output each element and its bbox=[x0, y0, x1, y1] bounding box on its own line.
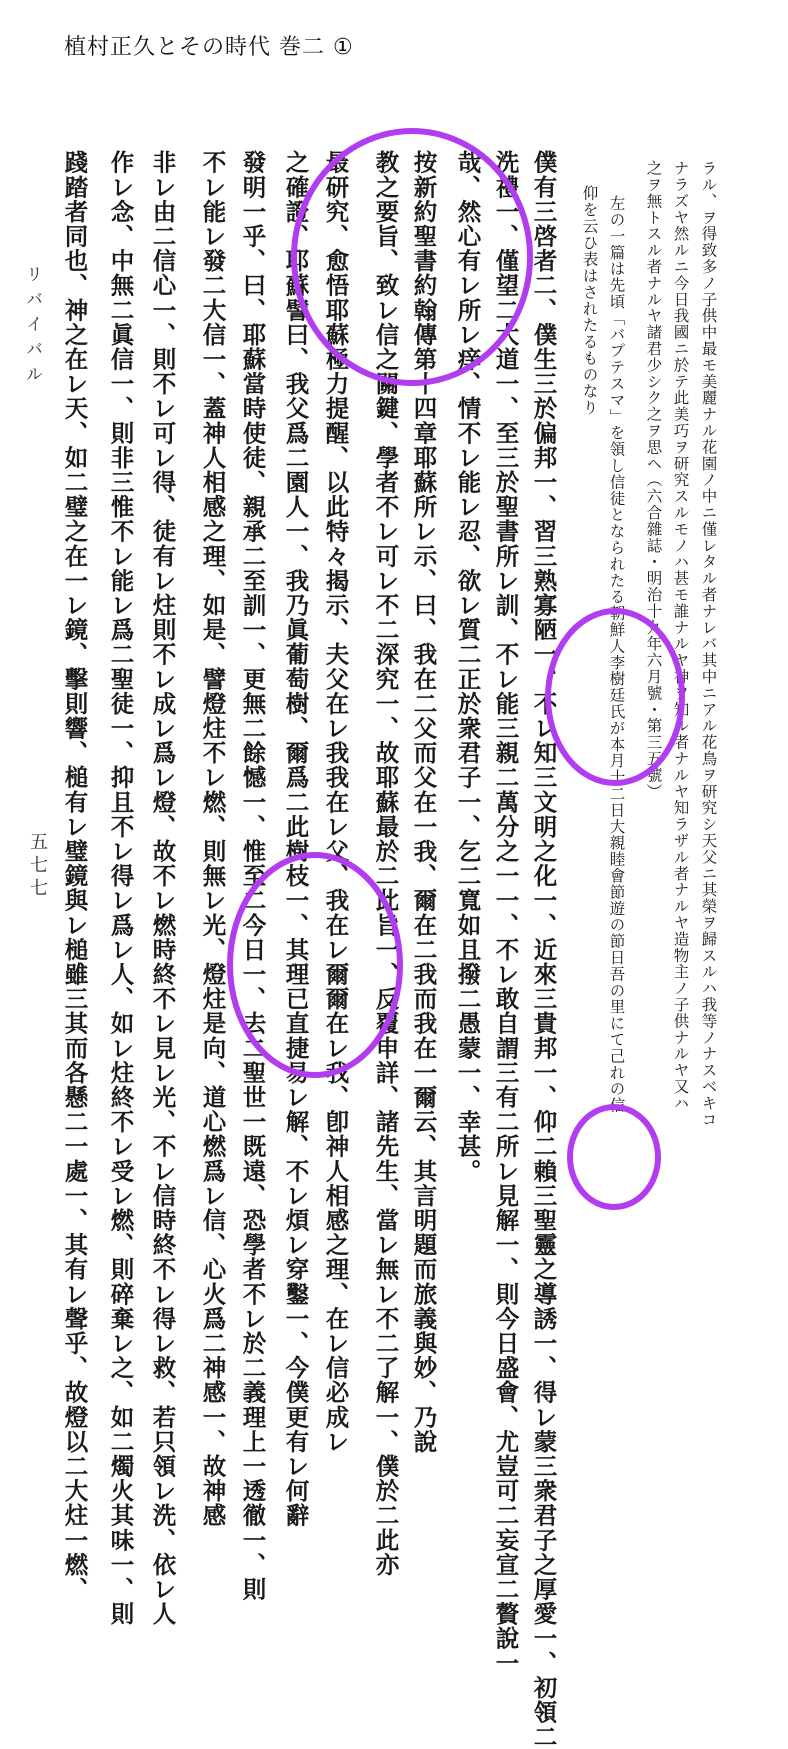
small-text-column-3: 之ヲ無トスル者ナルヤ諸君少シク之ヲ思ヘ（六合雜誌・明治十九年六月號・第三五號） bbox=[644, 160, 663, 800]
intro-column-1: 左の一篇は先頃「バプテスマ」を領し信徒となられたる朝鮮人李樹廷氏が本月十二日大親睦會節遊の節日吾の里にて己れの信 bbox=[607, 195, 626, 1114]
body-column-2: 洗禮一、僅望二大道一、至三於聖書所レ訓、不レ能三親二萬分之一一、不レ敢自謂三有二所レ見解一、則今日盛會、尤豈可二妄宣二贅說一 bbox=[491, 150, 520, 1676]
body-column-5: 教之要旨、致レ信之關鍵、學者不レ可レ不二深究一、故耶蘇最於二此旨一、反覆申詳、諸先生、當レ無レ不二了解一、僕於二此亦 bbox=[371, 150, 400, 1577]
body-column-4: 按新約聖書約翰傳第十四章耶蘇所レ示、曰、我在二父而父在一我、爾在二我而我在一爾云、其言明題而旅義與妙、乃說 bbox=[409, 150, 438, 1454]
intro-column-2: 仰を云ひ表はされたるものなり bbox=[580, 185, 599, 416]
small-text-column-1: ラル、ヲ得致多ノ子供中最モ美麗ナル花園ノ中ニ僅レタル者ナレバ其中ニアル花鳥ヲ研究シ天父ニ其榮ヲ歸スルハ我等ノナスベキコ bbox=[699, 160, 718, 1128]
body-column-3: 哉、然心有レ所レ痒、情不レ能レ忍、欲レ質二正於衆君子一、乞二寬如且撥二愚蒙一、幸甚。 bbox=[453, 150, 482, 1184]
body-column-6: 最研究、愈悟耶蘇極力提醒、以此特々揭示、夫父在レ我我在レ父、我在レ爾爾在レ我、卽神人相感之理、在レ信必成レ bbox=[321, 150, 350, 1454]
body-column-11: 作レ念、中無二眞信一、則非三惟不レ能レ爲二聖徒一、抑且不レ得レ爲レ人、如レ炷終不レ受レ燃、則碎棄レ之、如二燭火其味一、則 bbox=[106, 150, 135, 1626]
body-column-1: 僕有三啓者二、僕生三於偏邦一、習三熟寡陋一、不レ知三文明之化一、近來三貴邦一、仰二賴三聖靈之導誘一、得レ蒙三衆君子之厚愛一、初領二 bbox=[529, 150, 558, 1749]
body-column-10: 非レ由二信心一、則不レ可レ得、徒有レ炷則不レ成レ爲レ燈、故不レ燃時終不レ見レ光、不レ信時終不レ得レ救、若只領レ洗、依レ人 bbox=[148, 150, 177, 1626]
page-title: 植村正久とその時代 巻二 ① bbox=[64, 35, 354, 60]
body-column-7: 之確證、耶蘇譬曰、我父爲二園人一、我乃眞葡萄樹、爾爲二此樹枝一、其理已直捷易レ解、不レ煩レ穿鑿一、今僕更有レ何辭 bbox=[281, 150, 310, 1528]
body-column-9: 不レ能レ發二大信一、蓋神人相感之理、如是、譬燈炷不レ燃、則無レ光、燈炷是向、道心燃爲レ信、心火爲二神感一、故神感 bbox=[198, 150, 227, 1528]
annotation-circle-small bbox=[570, 1107, 658, 1207]
body-column-8: 發明一乎、曰、耶蘇當時使徒、親承二至訓一、更無二餘憾一、惟至二今日一、去二聖世一既遠、恐學者不レ於二義理上一透徹一、則 bbox=[238, 150, 267, 1602]
small-text-column-2: ナラズヤ然ルニ今日我國ニ於テ此美巧ヲ研究スルモノハ甚モ誰ナルヤ神ヲ知ル者ナルヤ知ラザル者ナルヤ造物主ノ子供ナルヤ又ハ bbox=[671, 160, 690, 1112]
running-head: リバイバル bbox=[22, 265, 42, 390]
page-number: 五七七 bbox=[27, 832, 48, 901]
body-column-12: 踐踏者同也、神之在レ天、如二璧之在一レ鏡、擊則響、槌有レ璧鏡與レ槌雖三其而各懸二一處一、其有レ聲乎、故燈以二大炷一燃、 bbox=[60, 150, 89, 1602]
